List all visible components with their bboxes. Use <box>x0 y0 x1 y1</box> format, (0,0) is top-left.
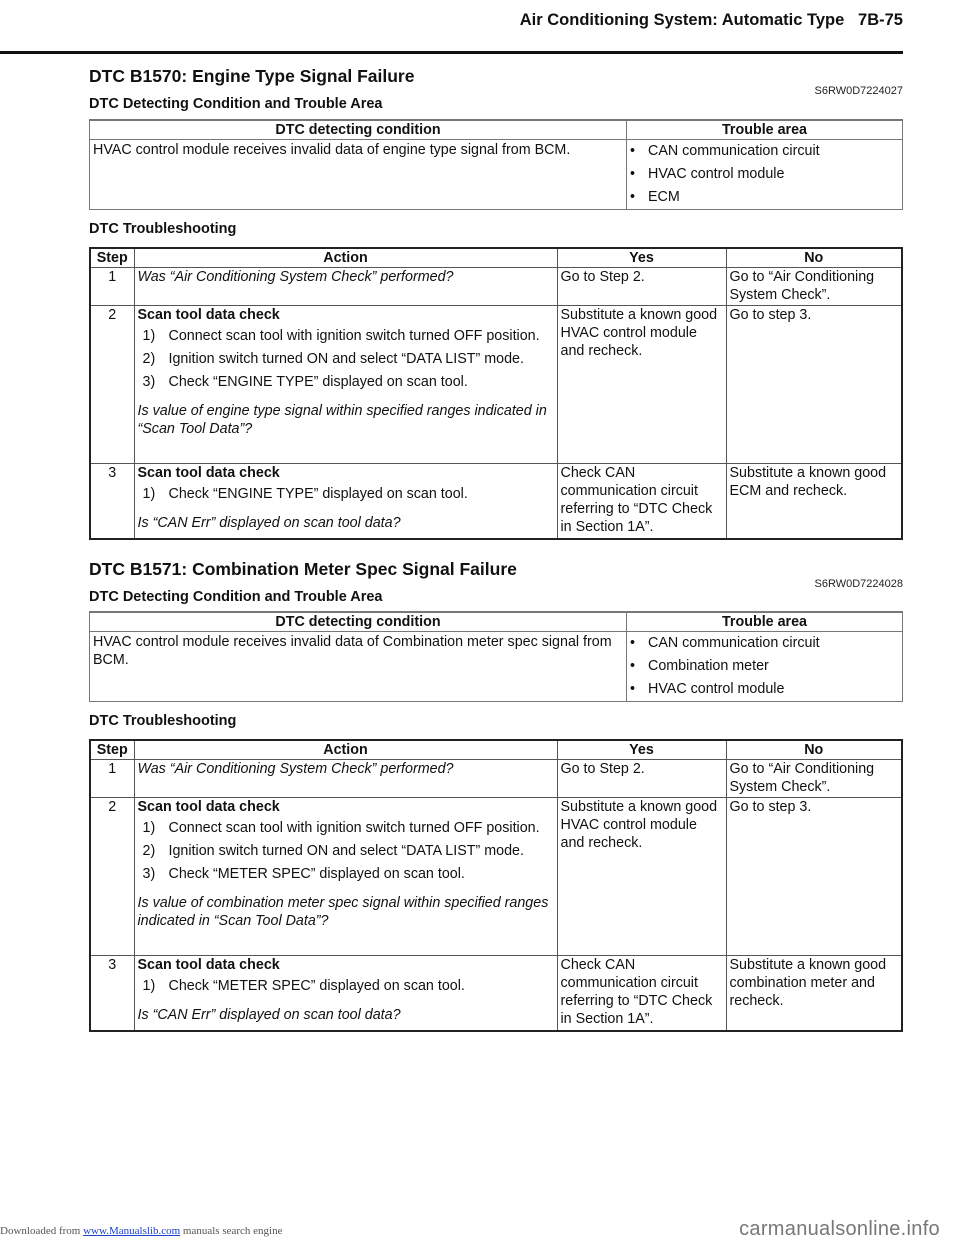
watermark: carmanualsonline.info <box>739 1218 940 1240</box>
trouble-area-text: HVAC control module <box>648 166 785 182</box>
condition-heading-b1571: DTC Detecting Condition and Trouble Area <box>89 589 383 605</box>
list-item: • HVAC control module <box>630 681 785 697</box>
action-cell <box>134 464 557 539</box>
list-item: • ECM <box>630 189 680 205</box>
column-header-yes: Yes <box>557 248 726 268</box>
substep-number: 1) <box>142 486 156 502</box>
troubleshooting-table-b1571 <box>89 739 903 1032</box>
action-cell <box>134 306 557 464</box>
yes-cell: Check CAN communication circuit referring to “DTC Check in Section 1A”. <box>557 464 726 539</box>
table-header-row <box>90 740 902 760</box>
yes-cell: Go to Step 2. <box>557 268 726 306</box>
column-header-action: Action <box>134 248 557 268</box>
table-row <box>90 268 902 306</box>
substep-number: 1) <box>142 820 156 836</box>
step-number: 3 <box>90 464 134 539</box>
list-item: • CAN communication circuit <box>630 635 820 651</box>
column-header-no: No <box>726 740 902 760</box>
substep <box>138 816 554 839</box>
condition-table-b1570 <box>89 119 903 210</box>
yes-cell: Substitute a known good HVAC control module and recheck. <box>557 306 726 464</box>
substep <box>138 482 554 505</box>
substep-number: 1) <box>142 328 156 344</box>
substep <box>138 974 554 997</box>
table-row <box>90 632 903 702</box>
table-row <box>90 464 902 539</box>
section-title-b1570: DTC B1570: Engine Type Signal Failure <box>89 66 415 86</box>
step-number: 1 <box>90 268 134 306</box>
substep-text: Ignition switch turned ON and select “DATA LIST” mode. <box>168 843 524 859</box>
column-header-no: No <box>726 248 902 268</box>
footer-suffix: manuals search engine <box>182 1225 283 1237</box>
substep <box>138 347 554 370</box>
header-title-text: Air Conditioning System: Automatic Type <box>519 11 845 29</box>
step-title: Scan tool data check <box>137 465 280 481</box>
page-header <box>88 6 903 50</box>
yes-cell: Check CAN communication circuit referring to “DTC Check in Section 1A”. <box>557 956 726 1031</box>
trouble-area-cell <box>627 140 903 210</box>
column-header-step: Step <box>90 248 134 268</box>
condition-cell: HVAC control module receives invalid data of Combination meter spec signal from BCM. <box>90 632 627 702</box>
list-item: • HVAC control module <box>630 166 785 182</box>
column-header: DTC detecting condition <box>90 612 627 632</box>
substep-number: 3) <box>142 374 156 390</box>
column-header-action: Action <box>134 740 557 760</box>
table-header-row <box>90 120 903 140</box>
table-row <box>90 306 902 464</box>
table-row <box>90 140 903 210</box>
table-header-row <box>90 248 902 268</box>
step-number: 1 <box>90 760 134 798</box>
condition-cell: HVAC control module receives invalid data of engine type signal from BCM. <box>90 140 627 210</box>
substep-text: Check “ENGINE TYPE” displayed on scan tool. <box>168 486 468 502</box>
step-title: Scan tool data check <box>137 957 280 973</box>
condition-heading-b1570: DTC Detecting Condition and Trouble Area <box>89 96 383 112</box>
substep-text: Connect scan tool with ignition switch turned OFF position. <box>168 820 540 836</box>
trouble-area-cell <box>627 632 903 702</box>
header-title <box>520 11 903 30</box>
substep <box>138 370 554 393</box>
section-title-b1571: DTC B1571: Combination Meter Spec Signal Failure <box>89 559 517 579</box>
substep-number: 2) <box>142 351 156 367</box>
column-header-yes: Yes <box>557 740 726 760</box>
table-row <box>90 956 902 1031</box>
column-header: DTC detecting condition <box>90 120 627 140</box>
substep <box>138 839 554 862</box>
yes-cell: Go to Step 2. <box>557 760 726 798</box>
section-code-b1570: S6RW0D7224027 <box>814 85 903 97</box>
trouble-area-text: HVAC control module <box>648 681 785 697</box>
substep-text: Connect scan tool with ignition switch turned OFF position. <box>168 328 540 344</box>
substep-number: 2) <box>142 843 156 859</box>
action-question: Was “Air Conditioning System Check” performed? <box>134 268 557 306</box>
list-item: • CAN communication circuit <box>630 143 820 159</box>
action-question: Is value of combination meter spec signal within specified ranges indicated in “Scan Tool Data”? <box>137 895 549 929</box>
troubleshooting-heading-b1571: DTC Troubleshooting <box>89 713 237 729</box>
step-number: 2 <box>90 798 134 956</box>
page-number: 7B-75 <box>858 11 903 29</box>
no-cell: Substitute a known good ECM and recheck. <box>726 464 902 539</box>
substep-number: 3) <box>142 866 156 882</box>
no-cell: Go to “Air Conditioning System Check”. <box>726 268 902 306</box>
step-number: 3 <box>90 956 134 1031</box>
section-code-b1571: S6RW0D7224028 <box>814 578 903 590</box>
substep-text: Check “ENGINE TYPE” displayed on scan tool. <box>168 374 468 390</box>
table-row <box>90 760 902 798</box>
trouble-area-text: CAN communication circuit <box>648 143 820 159</box>
substep <box>138 324 554 347</box>
no-cell: Go to step 3. <box>726 798 902 956</box>
action-cell <box>134 956 557 1031</box>
action-question: Is “CAN Err” displayed on scan tool data? <box>137 1007 401 1023</box>
column-header: Trouble area <box>627 612 903 632</box>
column-header: Trouble area <box>627 120 903 140</box>
table-header-row <box>90 612 903 632</box>
column-header-step: Step <box>90 740 134 760</box>
substep-text: Check “METER SPEC” displayed on scan tool. <box>168 866 465 882</box>
trouble-area-text: ECM <box>648 189 680 205</box>
substep <box>138 862 554 885</box>
step-title: Scan tool data check <box>137 307 280 323</box>
action-question: Is “CAN Err” displayed on scan tool data? <box>137 515 401 531</box>
header-rule <box>0 51 903 54</box>
no-cell: Go to “Air Conditioning System Check”. <box>726 760 902 798</box>
trouble-area-text: CAN communication circuit <box>648 635 820 651</box>
table-row <box>90 798 902 956</box>
no-cell: Go to step 3. <box>726 306 902 464</box>
troubleshooting-heading-b1570: DTC Troubleshooting <box>89 221 237 237</box>
condition-table-b1571 <box>89 611 903 702</box>
yes-cell: Substitute a known good HVAC control module and recheck. <box>557 798 726 956</box>
manualslib-link[interactable]: www.Manualslib.com <box>83 1225 181 1237</box>
substep-number: 1) <box>142 978 156 994</box>
troubleshooting-table-b1570 <box>89 247 903 540</box>
footer-download-note <box>0 1225 282 1237</box>
footer-prefix: Downloaded from <box>0 1225 81 1237</box>
action-question: Is value of engine type signal within specified ranges indicated in “Scan Tool Data”? <box>137 403 547 437</box>
action-cell <box>134 798 557 956</box>
trouble-area-text: Combination meter <box>648 658 769 674</box>
action-question: Was “Air Conditioning System Check” performed? <box>134 760 557 798</box>
substep-text: Check “METER SPEC” displayed on scan tool. <box>168 978 465 994</box>
no-cell: Substitute a known good combination meter and recheck. <box>726 956 902 1031</box>
step-title: Scan tool data check <box>137 799 280 815</box>
step-number: 2 <box>90 306 134 464</box>
list-item: • Combination meter <box>630 658 769 674</box>
substep-text: Ignition switch turned ON and select “DATA LIST” mode. <box>168 351 524 367</box>
